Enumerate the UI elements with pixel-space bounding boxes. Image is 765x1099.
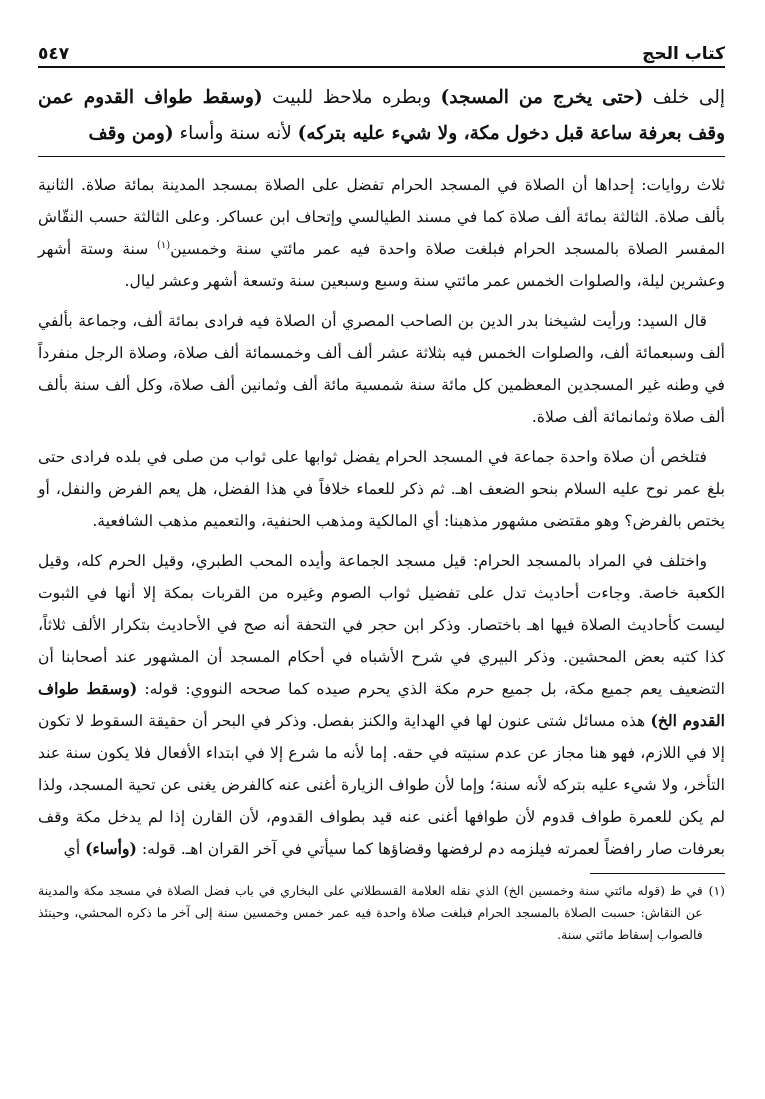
main-text-segment: وبطره ملاحظ للبيت <box>262 87 441 108</box>
commentary-text: سنة وستة أشهر وعشرين ليلة، والصلوات الخمس عمر مائتي سنة وسبع وسبعين سنة وتسعة أشهر وعشر ليال. <box>38 240 725 290</box>
commentary-text: ثلاث روايات: إحداها أن الصلاة في المسجد الحرام تفضل على الصلاة بمسجد المدينة بمائة صلاة. الثانية بألف صلاة. الثالثة بمائة ألف صلاة كما في مسند الطيالسي وإتحاف ابن عساكر. وعلى الثالثة حسب النقّاش المفسر الصلاة بالمسجد الحرام فبلغت صلاة واحدة فيه عمر مائتي سنة وخمسين <box>38 176 726 258</box>
footnote-text: في ط (قوله مائتي سنة وخمسين الخ) الذي نقله العلامة القسطلاني على البخاري في باب فضل الصلاة في مسجد مكة والمدينة عن النقاش: حسبت الصلاة بالمسجد الحرام فبلغت صلاة واحدة فيه عمر خمس وخمسين سنة إلى آخر ما ذكره المحشي، وحينئذ فالصواب إسقاط مائتي سنة. <box>38 883 703 942</box>
commentary-text: أي <box>63 840 86 858</box>
book-title: كتاب الحج <box>642 44 725 64</box>
main-text <box>38 80 725 157</box>
commentary-bold: (وسقط طواف القدوم الخ) <box>38 679 725 730</box>
commentary-paragraph <box>38 169 725 297</box>
footnote-divider <box>590 873 725 874</box>
book-page <box>38 38 725 1079</box>
main-text-segment: إلى خلف <box>643 87 726 108</box>
footnote <box>38 880 725 946</box>
commentary-paragraph: فتلخص أن صلاة واحدة جماعة في المسجد الحرام يفضل ثوابها على ثواب من صلى في بلده فرادى حتى بلغ عمر نوح عليه السلام بنحو الضعف اهـ. ثم ذكر للعماء خلافاً في هذا الفضل، هل يعم الفرض والنفل، أو يختص بالفرض؟ وهو مقتضى مشهور مذهبنا: أي المالكية ومذهب الحنفية، والتعميم مذهب الشافعية. <box>38 448 725 530</box>
commentary-bold: (وأساء) <box>85 839 137 858</box>
main-text-segment: لأنه سنة وأساء <box>173 123 298 144</box>
page-number: ٥٤٧ <box>38 44 70 64</box>
commentary-text: هذه مسائل شتى عنون لها في الهداية والكنز بفصل. وذكر في البحر أن حقيقة السقوط لا تكون إلا في اللازم، فهو هنا مجاز عن عدم سنيته في حقه. إما لأنه ما شرع إلا في ابتداء الأفعال فلا يكون سنة عند التأخر، ولا شيء عليه بتركه لأنه سنة؛ وإما لأن طواف الزيارة أغنى عنه كالفرض يغنى عن تحية المسجد، ولذا لم يكن للعمرة طواف قدوم لأن طوافها أغنى عنه قيد بطواف القدوم، لأن القارن إذا لم يدخل مكة وقف بعرفات صار رافضاً لعمرته فيلزمه دم لرفضها وقضاؤها كما سيأتي في آخر القران اهـ. قوله: <box>38 712 725 858</box>
main-text-bold: (ومن وقف <box>88 123 174 144</box>
footnote-number: (١) <box>708 883 725 898</box>
main-text-bold: (حتى يخرج من المسجد) <box>440 87 644 108</box>
commentary-paragraph: قال السيد: ورأيت لشيخنا بدر الدين بن الصاحب المصري أن الصلاة فيه فرادى بمائة ألف، وجماعة بألفي ألف وسبعمائة ألف، والصلوات الخمس فيه بثلاثة عشر ألف ألف وخمسمائة ألف صلاة، وصلاة الرجل منفرداً في وطنه غير المسجدين المعظمين كل مائة سنة شمسية مائة ألف وثمانين ألف صلاة، وكل ألف سنة بألف ألف صلاة وثمانمائة ألف صلاة. <box>38 312 725 426</box>
commentary-paragraph <box>38 545 725 865</box>
running-header <box>38 38 725 68</box>
footnote-marker: (١) <box>157 239 171 251</box>
commentary <box>38 169 725 865</box>
main-text-bold: (وسقط طواف القدوم عمن وقف بعرفة ساعة قبل دخول مكة، ولا شيء عليه بتركه) <box>38 87 725 144</box>
commentary-text: واختلف في المراد بالمسجد الحرام: قيل مسجد الجماعة وأيده المحب الطبري، وقيل الحرم كله، وقيل الكعبة خاصة. وجاءت أحاديث تدل على تفضيل ثواب الصوم وغيره من القربات بمكة إلا أنها في الثبوت ليست كأحاديث الصلاة فيها اهـ باختصار. وذكر ابن حجر في التحفة أنه صح في الأحاديث بتكرار الألف ثلاثاً، كذا كتبه بعض المحشين. وذكر البيري في شرح الأشباه في أحكام المسجد أن المشهور عند أصحابنا أن التضعيف يعم جميع مكة، بل جميع حرم مكة الذي يحرم صيده كما صححه النووي: قوله: <box>38 552 725 698</box>
